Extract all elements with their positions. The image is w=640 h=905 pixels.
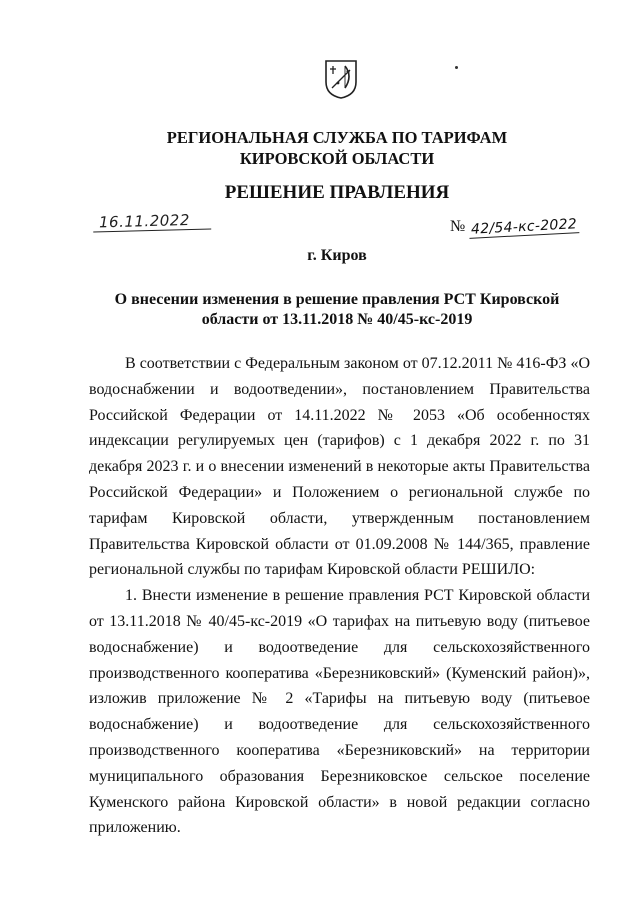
document-body xyxy=(89,351,590,841)
document-type: РЕШЕНИЕ ПРАВЛЕНИЯ xyxy=(224,182,450,203)
org-line-1: РЕГИОНАЛЬНАЯ СЛУЖБА ПО ТАРИФАМ xyxy=(166,128,508,147)
org-line-2: КИРОВСКОЙ ОБЛАСТИ xyxy=(239,149,435,168)
decision-date: 16.11.2022 xyxy=(93,210,211,232)
paragraph-preamble: В соответствии с Федеральным законом от 07.12.2011 № 416-ФЗ «О водоснабжении и водоотведении», постановлением Правительства Российской Федерации от 14.11.2022 № 2053 «Об особенностях индексации регулируемых цен (тарифов) с 1 декабря 2022 г. по 31 декабря 2023 г. и о внесении изменений в некоторые акты Правительства Российской Федерации» и Положением о региональной службе по тарифам Кировской области, утвержденным постановлением Правительства Кировской области от 01.09.2008 № 144/365, правление региональной службы по тарифам Кировской области РЕШИЛО: xyxy=(89,355,590,579)
decision-number xyxy=(450,218,579,236)
organization-name xyxy=(0,127,640,169)
paragraph-item-1: 1. Внести изменение в решение правления РСТ Кировской области от 13.11.2018 № 40/45-кс-2019 «О тарифах на питьевую воду (питьевое водоснабжение) и водоотведение для сельскохозяйственного производственного кооператива «Березниковский» (Куменский район)», изложив приложение № 2 «Тарифы на питьевую воду (питьевое водоснабжение) и водоотведение для сельскохозяйственного производственного кооператива «Березниковский» на территории муниципального образования Березниковское сельское поселение Куменского района Кировской области» в новой редакции согласно приложению. xyxy=(89,587,590,837)
title-line-2: области от 13.11.2018 № 40/45-кс-2019 xyxy=(201,311,473,328)
scan-speck xyxy=(455,66,458,69)
city: г. Киров xyxy=(307,247,367,264)
document-title xyxy=(0,290,640,330)
title-line-1: О внесении изменения в решение правления РСТ Кировской xyxy=(114,291,560,308)
coat-of-arms-icon xyxy=(323,58,359,100)
number-value: 42/54-кс-2022 xyxy=(469,216,580,239)
number-sign: № xyxy=(450,218,466,235)
